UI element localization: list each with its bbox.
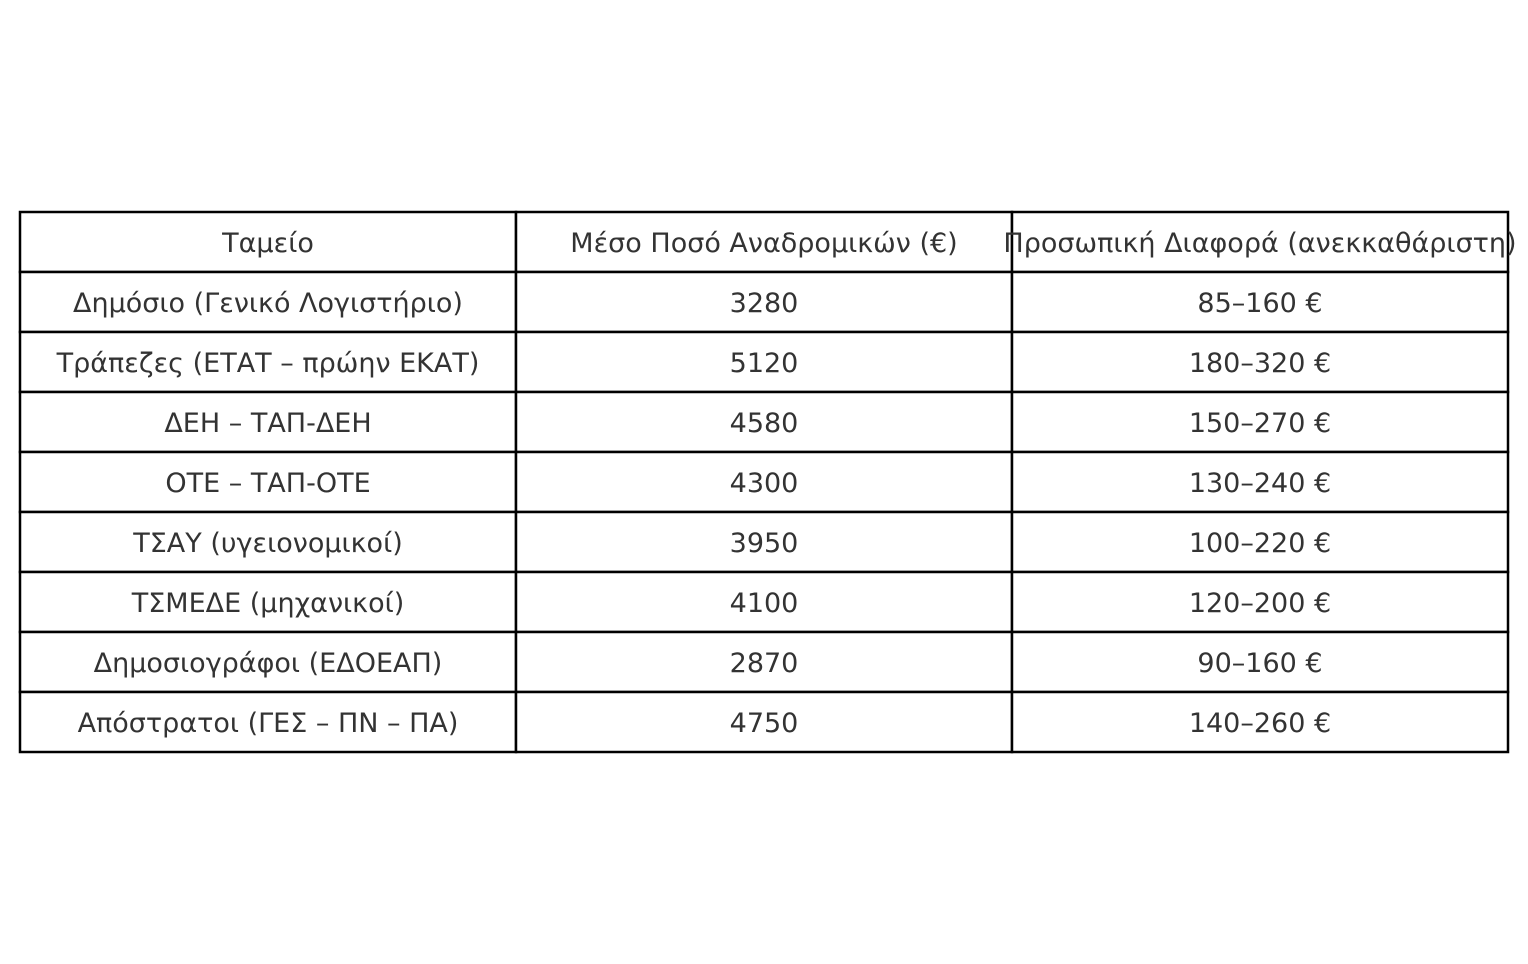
table-cells <box>20 212 1517 752</box>
table-cell: 100–220 € <box>1188 528 1332 559</box>
table-cell: 85–160 € <box>1197 288 1323 319</box>
table-cell: 2870 <box>729 648 799 679</box>
column-header: Μέσο Ποσό Αναδρομικών (€) <box>570 228 958 259</box>
table-cell: 90–160 € <box>1197 648 1323 679</box>
table-cell: 5120 <box>729 348 799 379</box>
column-header: Ταμείο <box>222 228 314 259</box>
table-cell: 120–200 € <box>1188 588 1332 619</box>
table-cell: ΤΣΑΥ (υγειονομικοί) <box>133 528 403 559</box>
table-cell: ΔΕΗ – ΤΑΠ-ΔΕΗ <box>164 408 372 439</box>
table-cell: 4750 <box>729 708 799 739</box>
table-cell: 140–260 € <box>1188 708 1332 739</box>
table-cell: 3950 <box>729 528 799 559</box>
table-row <box>20 272 1508 332</box>
table-cell: 180–320 € <box>1188 348 1332 379</box>
table-cell: ΟΤΕ – ΤΑΠ-ΟΤΕ <box>165 468 371 499</box>
table-cell: Τράπεζες (ΕΤΑΤ – πρώην ΕΚΑΤ) <box>56 348 480 379</box>
table-row <box>20 512 1508 572</box>
table-row <box>20 572 1508 632</box>
column-header: Προσωπική Διαφορά (ανεκκαθάριστη) <box>1003 228 1517 259</box>
table-cell: 150–270 € <box>1188 408 1332 439</box>
table-cell: Δημοσιογράφοι (ΕΔΟΕΑΠ) <box>93 648 443 679</box>
table-cell: 3280 <box>729 288 799 319</box>
table-cell: 130–240 € <box>1188 468 1332 499</box>
table-row <box>20 692 1508 752</box>
table-cell: Δημόσιο (Γενικό Λογιστήριο) <box>73 288 463 319</box>
table-header-row <box>20 212 1517 272</box>
table-cell: ΤΣΜΕΔΕ (μηχανικοί) <box>131 588 405 619</box>
table-cell: Απόστρατοι (ΓΕΣ – ΠΝ – ΠΑ) <box>77 708 459 739</box>
table-cell: 4300 <box>729 468 799 499</box>
table-row <box>20 452 1508 512</box>
table-row <box>20 332 1508 392</box>
table-cell: 4100 <box>729 588 799 619</box>
table-cell: 4580 <box>729 408 799 439</box>
table-row <box>20 632 1508 692</box>
table-row <box>20 392 1508 452</box>
